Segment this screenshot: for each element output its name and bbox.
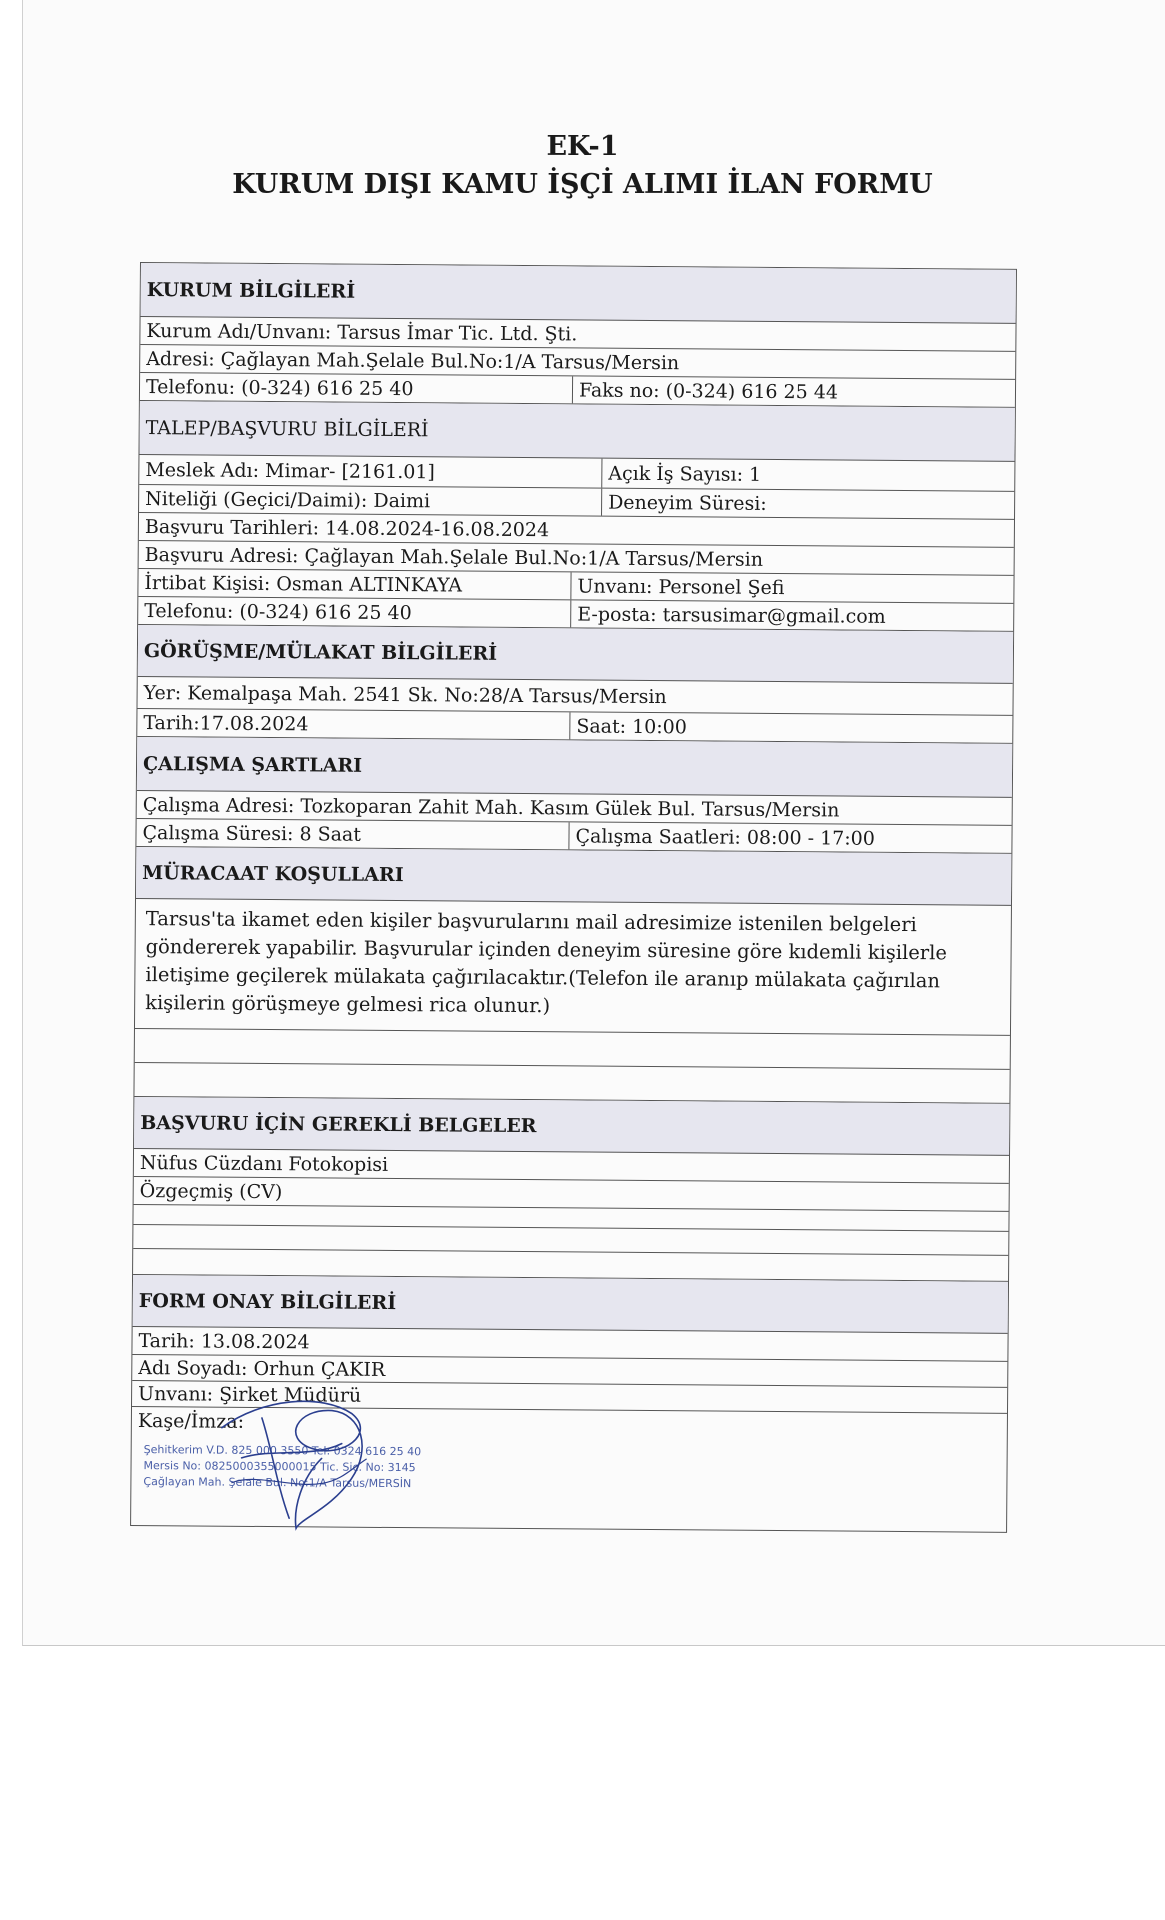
stamp-line-1: Şehitkerim V.D. 825 000 3550 Tel: 0324 616 25 40	[143, 1443, 422, 1459]
field-gorusme-tarih: Tarih:17.08.2024	[143, 711, 309, 735]
field-ad-soyad: Adı Soyadı: Orhun ÇAKIR	[138, 1356, 386, 1381]
field-kurum-faks: Faks no: (0-324) 616 25 44	[572, 376, 1015, 406]
stamp-line-3: Çağlayan Mah. Şelale Bul. No:1/A Tarsus/MERSİN	[143, 1475, 412, 1491]
field-acik-is: Açık İş Sayısı: 1	[601, 459, 1014, 491]
section-talep	[139, 401, 1014, 462]
announcement-form	[130, 262, 1017, 1533]
muracaat-text: Tarsus'ta ikamet eden kişiler başvurularını mail adresimize istenilen belgeleri göndererek yapabilir. Başvurular içinden deneyim süresine göre kıdemli kişilerle iletişime geçilerek mülakata çağırılacaktır.(Telefon ile aranıp mülakata çağırılan kişilerin görüşmeye gelmesi rica olunur.)	[145, 907, 948, 1018]
field-calisma-adresi: Çalışma Adresi: Tozkoparan Zahit Mah. Kasım Gülek Bul. Tarsus/Mersin	[142, 793, 840, 822]
field-basvuru-tarihleri: Başvuru Tarihleri: 14.08.2024-16.08.2024	[144, 515, 550, 541]
field-yer: Yer: Kemalpaşa Mah. 2541 Sk. No:28/A Tarsus/Mersin	[143, 681, 667, 708]
section-title: BAŞVURU İÇİN GEREKLİ BELGELER	[140, 1111, 537, 1137]
row-kase-imza	[131, 1407, 1007, 1532]
field-irtibat-kisisi: İrtibat Kişisi: Osman ALTINKAYA	[144, 571, 463, 597]
field-onay-unvan: Unvanı: Şirket Müdürü	[138, 1382, 362, 1407]
section-kurum	[141, 263, 1016, 324]
section-title: KURUM BİLGİLERİ	[146, 278, 356, 303]
field-basvuru-adresi: Başvuru Adresi: Çağlayan Mah.Şelale Bul.No:1/A Tarsus/Mersin	[144, 543, 764, 571]
signature-icon	[201, 1388, 392, 1539]
belge-item: Nüfus Cüzdanı Fotokopisi	[139, 1151, 389, 1176]
document-title: KURUM DIŞI KAMU İŞÇİ ALIMI İLAN FORMU	[232, 169, 933, 200]
field-kurum-telefon: Telefonu: (0-324) 616 25 40	[145, 375, 414, 400]
document-code: EK-1	[546, 131, 619, 162]
section-onay	[133, 1275, 1008, 1334]
field-eposta: E-posta: tarsusimar@gmail.com	[570, 600, 1013, 630]
field-kurum-ad: Kurum Adı/Unvanı: Tarsus İmar Tic. Ltd. Şti.	[146, 319, 578, 345]
section-title: GÖRÜŞME/MÜLAKAT BİLGİLERİ	[143, 639, 498, 665]
section-title: ÇALIŞMA ŞARTLARI	[142, 752, 363, 777]
field-unvan: Unvanı: Personel Şefi	[570, 572, 1013, 602]
field-kase-imza: Kaşe/İmza:	[137, 1410, 245, 1433]
stamp-line-2: Mersis No: 0825000355000015 Tic. Sic. No: 3145	[143, 1459, 416, 1475]
field-saat: Saat: 10:00	[569, 712, 1012, 742]
field-onay-tarih: Tarih: 13.08.2024	[138, 1329, 310, 1353]
row-muracaat-metin	[135, 899, 1011, 1036]
section-calisma	[137, 737, 1012, 798]
section-gorusme	[138, 625, 1013, 684]
field-deneyim: Deneyim Süresi:	[601, 489, 1014, 519]
section-title: MÜRACAAT KOŞULLARI	[142, 861, 404, 886]
belge-item: Özgeçmiş (CV)	[139, 1179, 283, 1203]
field-nitelik: Niteliği (Geçici/Daimi): Daimi	[145, 487, 431, 512]
section-belgeler	[134, 1097, 1009, 1156]
field-irtibat-telefon: Telefonu: (0-324) 616 25 40	[144, 599, 412, 624]
field-calisma-saatleri: Çalışma Saatleri: 08:00 - 17:00	[568, 822, 1011, 852]
section-title: FORM ONAY BİLGİLERİ	[138, 1289, 397, 1314]
field-calisma-suresi: Çalışma Süresi: 8 Saat	[142, 821, 362, 846]
field-meslek: Meslek Adı: Mimar- [2161.01]	[145, 458, 435, 483]
section-title: TALEP/BAŞVURU BİLGİLERİ	[145, 416, 429, 441]
field-kurum-adres: Adresi: Çağlayan Mah.Şelale Bul.No:1/A Tarsus/Mersin	[146, 347, 680, 374]
section-muracaat	[136, 847, 1011, 906]
